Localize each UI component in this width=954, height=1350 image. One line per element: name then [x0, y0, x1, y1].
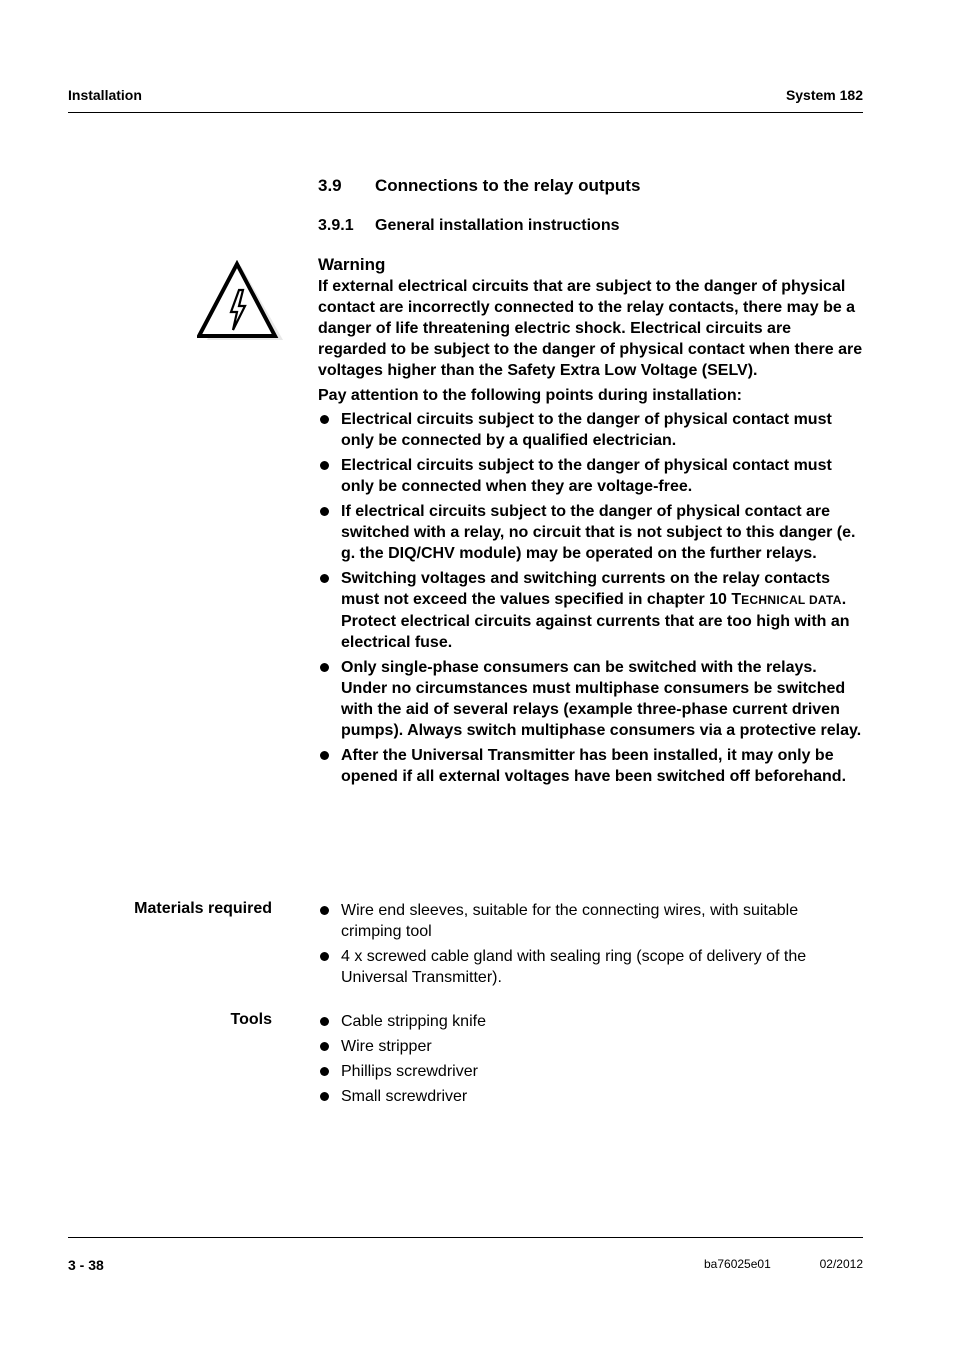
list-item: Wire end sleeves, suitable for the connecting wires, with suitable crimping tool [318, 900, 863, 942]
list-item: Wire stripper [318, 1036, 863, 1057]
header-rule [68, 112, 863, 113]
document-number: ba76025e01 [704, 1257, 771, 1271]
warning-block [318, 254, 863, 791]
cross-reference-rest: ECHNICAL DATA [741, 593, 842, 607]
page-number: 3 - 38 [68, 1257, 104, 1273]
cross-reference-initial: T [731, 591, 742, 608]
list-item: After the Universal Transmitter has been installed, it may only be opened if all external voltages have been switched off beforehand. [318, 745, 863, 787]
cross-reference-link[interactable] [731, 591, 841, 608]
section-heading [318, 176, 863, 196]
running-header-left: Installation [68, 87, 142, 103]
materials-list [318, 900, 863, 988]
subsection-title: General installation instructions [375, 217, 620, 234]
list-item [318, 568, 863, 653]
tools-label: Tools [230, 1011, 272, 1028]
warning-title: Warning [318, 255, 386, 274]
section-number: 3.9 [318, 176, 342, 195]
warning-intro: Pay attention to the following points during installation: [318, 387, 742, 404]
tools-section [318, 1011, 863, 1111]
list-item: Small screwdriver [318, 1086, 863, 1107]
list-item: Cable stripping knife [318, 1011, 863, 1032]
list-item: Phillips screwdriver [318, 1061, 863, 1082]
subsection-number: 3.9.1 [318, 217, 354, 234]
list-item-text: Switching voltages and switching currents on the relay contacts must not exceed the values specified in chapter 10 [341, 570, 830, 608]
materials-section [318, 900, 863, 992]
list-item: Only single-phase consumers can be switched with the relays. Under no circumstances must multiphase consumers be switched with the aid of several relays (example three-phase current driven pumps). Always switch multiphase consumers via a protective relay. [318, 657, 863, 741]
list-item-text: . Protect electrical circuits against currents that are too high with an electrical fuse. [341, 591, 850, 651]
document-date: 02/2012 [819, 1257, 863, 1271]
list-item: If electrical circuits subject to the danger of physical contact are switched with a relay, no circuit that is not subject to this danger (e. g. the DIQ/CHV module) may be operated on the further relays. [318, 501, 863, 564]
warning-text: If external electrical circuits that are subject to the danger of physical contact are incorrectly connected to the relay contacts, there may be a danger of life threatening electric shock. Electrical circuits are regarded to be subject to the danger of physical contact when there are voltages higher than the Safety Extra Low Voltage (SELV). [318, 278, 863, 379]
subsection-heading [318, 217, 863, 235]
section-title: Connections to the relay outputs [375, 176, 641, 195]
tools-list [318, 1011, 863, 1107]
footer-rule [68, 1237, 863, 1238]
materials-label: Materials required [134, 900, 272, 917]
warning-points-list [318, 409, 863, 787]
list-item: Electrical circuits subject to the danger of physical contact must only be connected by a qualified electrician. [318, 409, 863, 451]
running-header-right: System 182 [785, 87, 863, 103]
list-item: 4 x screwed cable gland with sealing ring (scope of delivery of the Universal Transmitter). [318, 946, 863, 988]
electric-shock-warning-icon [197, 260, 283, 340]
list-item: Electrical circuits subject to the danger of physical contact must only be connected when they are voltage-free. [318, 455, 863, 497]
